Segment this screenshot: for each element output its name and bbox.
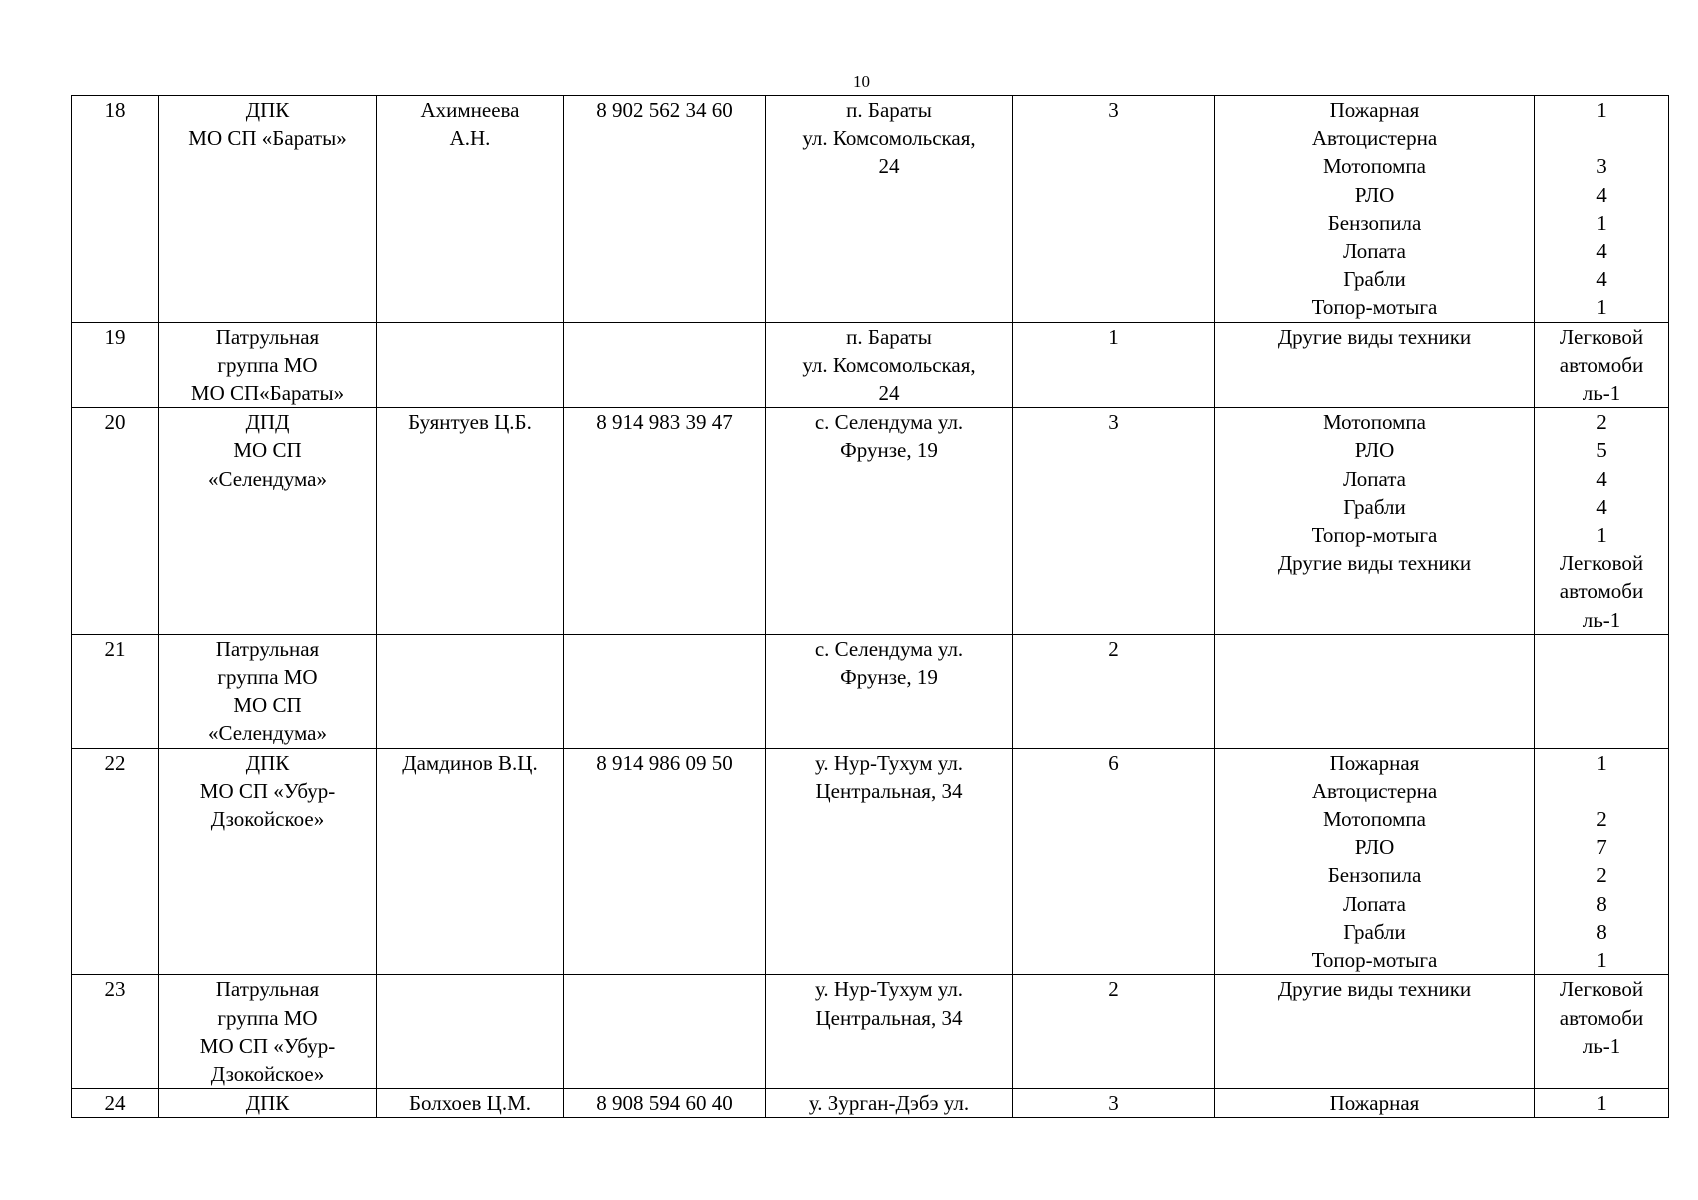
cell-organization-line: ДПК	[245, 98, 290, 122]
cell-head	[377, 634, 564, 748]
cell-quantity-line: 1	[1596, 98, 1607, 122]
cell-address	[766, 96, 1013, 323]
cell-head	[377, 748, 564, 975]
table-row	[72, 322, 1669, 408]
cell-quantity-line: автомоби	[1559, 352, 1644, 377]
cell-organization-line: Патрульная	[215, 636, 320, 661]
cell-phone	[564, 975, 766, 1089]
cell-quantity-line: 4	[1596, 182, 1607, 207]
cell-head-line: Болхоев Ц.М.	[408, 1091, 532, 1116]
cell-quantity-line: 1	[1596, 1091, 1607, 1116]
cell-phone	[564, 634, 766, 748]
cell-number-text: 19	[104, 324, 126, 349]
cell-quantity-line: 4	[1596, 267, 1607, 292]
cell-quantity-line: автомоби	[1559, 1005, 1644, 1030]
table-row	[72, 408, 1669, 635]
cell-address	[766, 408, 1013, 635]
cell-phone-text: 8 914 983 39 47	[596, 410, 733, 435]
cell-number	[72, 96, 159, 323]
cell-organization-line: ДПД	[245, 410, 290, 435]
cell-organization-line: ДПК	[245, 750, 290, 775]
cell-phone	[564, 408, 766, 635]
cell-organization	[159, 322, 377, 408]
cell-equipment-line: Топор-мотыга	[1311, 948, 1438, 973]
cell-personnel-count-text: 2	[1108, 977, 1119, 1002]
cell-address	[766, 322, 1013, 408]
cell-quantity-line: ль-1	[1582, 607, 1621, 632]
cell-address-line: у. Нур-Тухум ул.	[814, 977, 964, 1002]
cell-equipment	[1215, 408, 1535, 635]
cell-quantity	[1535, 408, 1669, 635]
cell-personnel-count	[1013, 322, 1215, 408]
cell-personnel-count-text: 3	[1108, 1091, 1119, 1116]
cell-address-line: у. Нур-Тухум ул.	[814, 750, 964, 775]
cell-organization-line: Патрульная	[215, 324, 320, 349]
cell-address-line: Центральная, 34	[815, 1005, 963, 1030]
cell-address-line: у. Зурган-Дэбэ ул.	[808, 1091, 970, 1116]
cell-quantity	[1535, 634, 1669, 748]
cell-quantity-line: 4	[1596, 239, 1607, 263]
cell-address-line: Центральная, 34	[815, 778, 963, 803]
cell-equipment-line: Пожарная	[1329, 98, 1420, 122]
cell-equipment-line: Мотопомпа	[1323, 410, 1426, 435]
cell-equipment-line: Грабли	[1343, 267, 1406, 292]
table-row	[72, 96, 1669, 323]
cell-quantity	[1535, 748, 1669, 975]
cell-quantity	[1535, 322, 1669, 408]
fire-units-table	[71, 95, 1669, 1118]
cell-number	[72, 408, 159, 635]
cell-head	[377, 1089, 564, 1118]
cell-equipment-line: Автоцистерна	[1311, 126, 1438, 151]
cell-quantity-line: 4	[1596, 494, 1607, 519]
table-row	[72, 634, 1669, 748]
cell-quantity-line: ль-1	[1582, 1033, 1621, 1058]
cell-equipment-line: Автоцистерна	[1311, 778, 1438, 803]
cell-address-line: Фрунзе, 19	[840, 438, 938, 463]
cell-phone	[564, 748, 766, 975]
cell-address-line: с. Селендума ул.	[814, 636, 964, 661]
cell-quantity-line: 1	[1596, 295, 1607, 320]
table-body	[72, 96, 1669, 1118]
cell-equipment	[1215, 975, 1535, 1089]
cell-equipment-line: Топор-мотыга	[1311, 295, 1438, 320]
cell-organization-line: МО СП «Убур-	[199, 778, 336, 803]
cell-organization-line: МО СП	[233, 438, 302, 463]
cell-organization-line: группа МО	[217, 665, 318, 690]
cell-quantity-line: 2	[1596, 863, 1607, 888]
cell-quantity-line: 8	[1596, 919, 1607, 944]
cell-phone	[564, 322, 766, 408]
cell-address-line: п. Бараты	[846, 324, 932, 349]
cell-organization-line: МО СП «Бараты»	[188, 126, 347, 151]
cell-equipment-line: Лопата	[1343, 466, 1406, 491]
cell-phone-text: 8 914 986 09 50	[596, 750, 733, 775]
cell-phone-text: 8 902 562 34 60	[596, 98, 733, 122]
cell-equipment	[1215, 96, 1535, 323]
cell-quantity-line: 1	[1596, 750, 1607, 775]
cell-equipment-line: Грабли	[1343, 919, 1406, 944]
cell-quantity-line: автомоби	[1559, 579, 1644, 604]
cell-personnel-count	[1013, 748, 1215, 975]
cell-equipment	[1215, 634, 1535, 748]
cell-quantity-line: 2	[1596, 807, 1607, 832]
cell-head	[377, 322, 564, 408]
cell-quantity	[1535, 96, 1669, 323]
cell-equipment-line: Пожарная	[1329, 1091, 1420, 1116]
cell-personnel-count	[1013, 96, 1215, 323]
cell-quantity	[1535, 1089, 1669, 1118]
cell-equipment-line: Мотопомпа	[1323, 154, 1426, 179]
cell-quantity-line: Легковой	[1559, 324, 1644, 349]
table-row	[72, 1089, 1669, 1118]
cell-equipment-line: Другие виды техники	[1277, 324, 1472, 349]
cell-personnel-count	[1013, 408, 1215, 635]
page-number: 10	[853, 72, 870, 91]
cell-number-text: 24	[104, 1091, 126, 1116]
cell-organization-line: «Селендума»	[208, 466, 327, 491]
cell-address-line: п. Бараты	[846, 98, 932, 122]
cell-address	[766, 1089, 1013, 1118]
cell-personnel-count-text: 6	[1108, 750, 1119, 775]
cell-head-line: А.Н.	[449, 126, 491, 151]
cell-number	[72, 1089, 159, 1118]
cell-number	[72, 322, 159, 408]
cell-number	[72, 975, 159, 1089]
cell-equipment-line: Бензопила	[1327, 210, 1422, 235]
cell-personnel-count-text: 2	[1108, 636, 1119, 661]
cell-head-line: Дамдинов В.Ц.	[402, 750, 538, 775]
cell-number-text: 21	[104, 636, 126, 661]
cell-personnel-count-text: 3	[1108, 410, 1119, 435]
cell-personnel-count	[1013, 975, 1215, 1089]
cell-organization	[159, 1089, 377, 1118]
cell-organization-line: МО СП «Убур-	[199, 1033, 336, 1058]
cell-equipment-line: Мотопомпа	[1323, 807, 1426, 832]
cell-equipment-line: Лопата	[1343, 891, 1406, 916]
cell-equipment-line: Другие виды техники	[1277, 977, 1472, 1002]
cell-organization-line: МО СП«Бараты»	[190, 381, 345, 406]
cell-quantity-spacer	[1537, 124, 1666, 152]
cell-organization	[159, 975, 377, 1089]
cell-address	[766, 975, 1013, 1089]
cell-organization-line: группа МО	[217, 352, 318, 377]
cell-quantity-line: 1	[1596, 948, 1607, 973]
cell-quantity-line: 7	[1596, 835, 1607, 860]
cell-quantity-line: 1	[1596, 523, 1607, 548]
cell-head	[377, 96, 564, 323]
cell-equipment-line: Бензопила	[1327, 863, 1422, 888]
cell-quantity-line: ль-1	[1582, 381, 1621, 406]
cell-personnel-count	[1013, 634, 1215, 748]
cell-number-text: 18	[104, 98, 126, 122]
cell-organization-line: группа МО	[217, 1005, 318, 1030]
cell-equipment-line: Топор-мотыга	[1311, 523, 1438, 548]
cell-equipment	[1215, 748, 1535, 975]
cell-phone-text: 8 908 594 60 40	[596, 1091, 733, 1116]
cell-equipment-line: Грабли	[1343, 494, 1406, 519]
cell-address-line: с. Селендума ул.	[814, 410, 964, 435]
cell-organization-line: Дзокойское»	[210, 1061, 325, 1086]
cell-equipment-line: Лопата	[1343, 239, 1406, 264]
cell-address-line: 24	[878, 381, 900, 406]
cell-equipment-line: РЛО	[1354, 438, 1395, 463]
cell-number	[72, 634, 159, 748]
cell-organization	[159, 634, 377, 748]
cell-organization-line: Дзокойское»	[210, 807, 325, 832]
table-row	[72, 748, 1669, 975]
cell-personnel-count	[1013, 1089, 1215, 1118]
cell-head	[377, 975, 564, 1089]
cell-address-line: Фрунзе, 19	[840, 665, 938, 690]
cell-number-text: 20	[104, 410, 126, 435]
cell-equipment	[1215, 322, 1535, 408]
cell-quantity-line: Легковой	[1559, 551, 1644, 576]
cell-equipment-line: РЛО	[1354, 182, 1395, 207]
cell-organization-line: ДПК	[245, 1091, 290, 1116]
cell-organization-line: «Селендума»	[208, 721, 327, 746]
cell-organization-line: МО СП	[233, 693, 302, 718]
cell-quantity-line: 8	[1596, 891, 1607, 916]
cell-quantity-line: 1	[1596, 210, 1607, 235]
cell-organization	[159, 748, 377, 975]
cell-phone	[564, 1089, 766, 1118]
cell-head	[377, 408, 564, 635]
cell-address-line: ул. Комсомольская,	[802, 126, 976, 151]
cell-head-line: Ахимнеева	[420, 98, 520, 122]
cell-equipment-line: Пожарная	[1329, 750, 1420, 775]
cell-equipment	[1215, 1089, 1535, 1118]
cell-quantity-line: 4	[1596, 466, 1607, 491]
cell-equipment-line: Другие виды техники	[1277, 551, 1472, 576]
cell-quantity-spacer	[1537, 777, 1666, 805]
cell-number-text: 23	[104, 977, 126, 1002]
cell-organization	[159, 408, 377, 635]
cell-personnel-count-text: 1	[1108, 324, 1119, 349]
cell-quantity-line: Легковой	[1559, 977, 1644, 1002]
cell-organization	[159, 96, 377, 323]
cell-head-line: Буянтуев Ц.Б.	[408, 410, 532, 435]
cell-number	[72, 748, 159, 975]
cell-quantity	[1535, 975, 1669, 1089]
cell-quantity-line: 2	[1596, 410, 1607, 435]
cell-number-text: 22	[104, 750, 126, 775]
cell-phone	[564, 96, 766, 323]
cell-quantity-line: 5	[1596, 438, 1607, 463]
cell-quantity-line: 3	[1596, 154, 1607, 179]
cell-address-line: 24	[878, 154, 900, 179]
cell-organization-line: Патрульная	[215, 977, 320, 1002]
cell-address-line: ул. Комсомольская,	[802, 352, 976, 377]
table-row	[72, 975, 1669, 1089]
cell-address	[766, 748, 1013, 975]
cell-equipment-line: РЛО	[1354, 835, 1395, 860]
cell-address	[766, 634, 1013, 748]
cell-personnel-count-text: 3	[1108, 98, 1119, 122]
